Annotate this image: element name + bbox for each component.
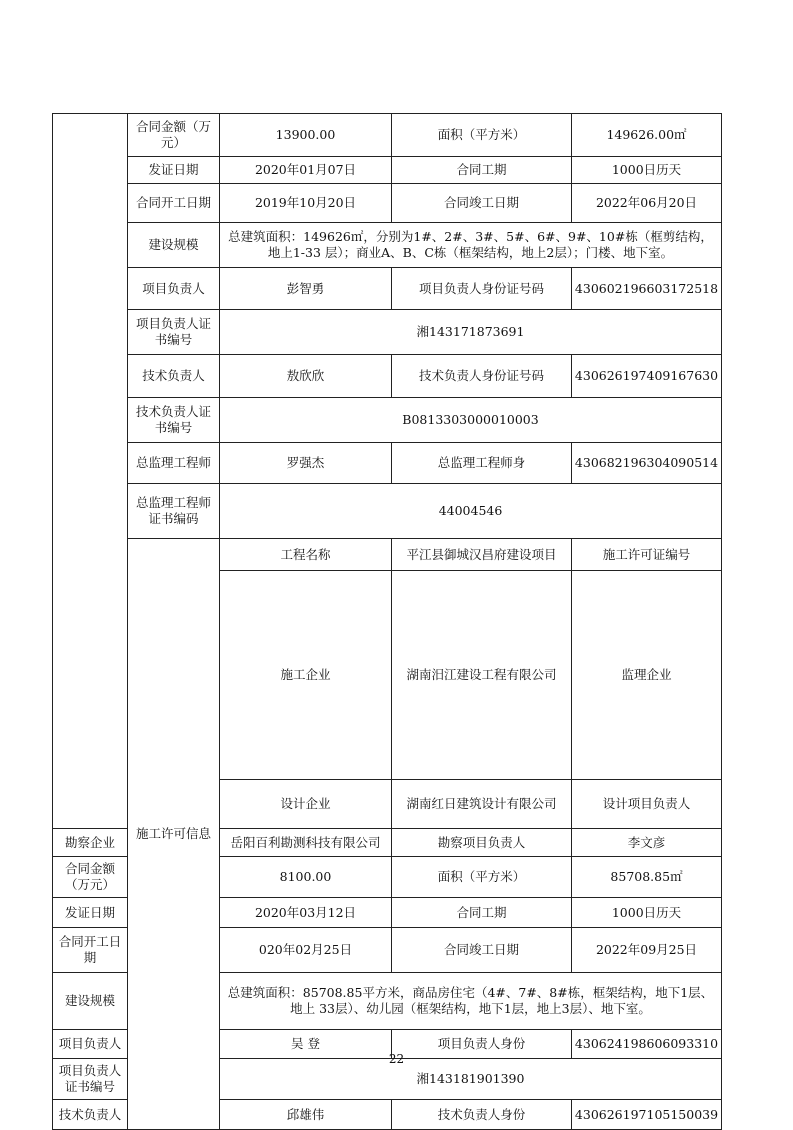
issue-date-value-2: 2020年03月12日 (220, 898, 392, 928)
tech-cert-value: B0813303000010003 (220, 398, 722, 443)
design-value: 湖南红日建筑设计有限公司 (392, 780, 572, 829)
issue-date-label: 发证日期 (128, 157, 220, 184)
survey-pm-value: 李文彦 (572, 829, 722, 857)
tech-value-2: 邱雄伟 (220, 1100, 392, 1130)
issue-date-label-2: 发证日期 (53, 898, 128, 928)
survey-pm-label: 勘察项目负责人 (392, 829, 572, 857)
tech-label-2: 技术负责人 (53, 1100, 128, 1130)
tech-label: 技术负责人 (128, 355, 220, 398)
scale-value-2: 总建筑面积：85708.85平方米，商品房住宅（4#、7#、8#栋，框架结构，地下1层、地上 33层）、幼儿园（框架结构，地下1层，地上3层）、地下室。 (220, 973, 722, 1030)
contract-complete-label-2: 合同竣工日期 (392, 928, 572, 973)
contract-complete-label: 合同竣工日期 (392, 184, 572, 223)
contractor-value: 湖南汨江建设工程有限公司 (392, 571, 572, 780)
pm-cert-value: 湘143171873691 (220, 310, 722, 355)
permit-no-label: 施工许可证编号 (572, 539, 722, 571)
pm-value-2: 吴 登 (220, 1030, 392, 1059)
area-value: 149626.00㎡ (572, 114, 722, 157)
pm-label-2: 项目负责人 (53, 1030, 128, 1059)
supervisor-id-label: 总监理工程师身 (392, 443, 572, 484)
issue-date-value: 2020年01月07日 (220, 157, 392, 184)
contract-start-label: 合同开工日期 (128, 184, 220, 223)
survey-value: 岳阳百利勘测科技有限公司 (220, 829, 392, 857)
contract-amount-value-2: 8100.00 (220, 857, 392, 898)
pm-label: 项目负责人 (128, 268, 220, 310)
tech-cert-label: 技术负责人证书编号 (128, 398, 220, 443)
area-label: 面积（平方米） (392, 114, 572, 157)
contract-start-value: 2019年10月20日 (220, 184, 392, 223)
permit-section-title: 施工许可信息 (128, 539, 220, 1130)
permit-info-table (52, 113, 722, 1130)
contract-amount-label-2: 合同金额（万元） (53, 857, 128, 898)
tech-id-label-2: 技术负责人身份 (392, 1100, 572, 1130)
pm-id-label-2: 项目负责人身份 (392, 1030, 572, 1059)
scale-value: 总建筑面积：149626㎡，分别为1#、2#、3#、5#、6#、9#、10#栋（框剪结构，地上1-33 层）；商业A、B、C栋（框架结构，地上2层）；门楼、地下室。 (220, 223, 722, 268)
pm-cert-label: 项目负责人证书编号 (128, 310, 220, 355)
tech-value: 敖欣欣 (220, 355, 392, 398)
contract-start-label-2: 合同开工日期 (53, 928, 128, 973)
contract-complete-value-2: 2022年09月25日 (572, 928, 722, 973)
project-name-label: 工程名称 (220, 539, 392, 571)
tech-id-value-2: 430626197105150039 (572, 1100, 722, 1130)
pm-id-value-2: 430624198606093310 (572, 1030, 722, 1059)
contract-period-label: 合同工期 (392, 157, 572, 184)
contract-period-value: 1000日历天 (572, 157, 722, 184)
supervisor-value: 罗强杰 (220, 443, 392, 484)
contract-amount-label: 合同金额（万元） (128, 114, 220, 157)
pm-value: 彭智勇 (220, 268, 392, 310)
tech-id-label: 技术负责人身份证号码 (392, 355, 572, 398)
area-label-2: 面积（平方米） (392, 857, 572, 898)
supervisor-cert-value: 44004546 (220, 484, 722, 539)
contract-period-value-2: 1000日历天 (572, 898, 722, 928)
section-title (53, 114, 128, 829)
contract-amount-value: 13900.00 (220, 114, 392, 157)
contract-start-value-2: 020年02月25日 (220, 928, 392, 973)
scale-label-2: 建设规模 (53, 973, 128, 1030)
supervisor-id-value: 430682196304090514 (572, 443, 722, 484)
contract-complete-value: 2022年06月20日 (572, 184, 722, 223)
page-number: 22 (388, 1052, 405, 1066)
pm-id-label: 项目负责人身份证号码 (392, 268, 572, 310)
contractor-label: 施工企业 (220, 571, 392, 780)
supervision-label: 监理企业 (572, 571, 722, 780)
contract-period-label-2: 合同工期 (392, 898, 572, 928)
tech-id-value: 430626197409167630 (572, 355, 722, 398)
pm-cert-value-2: 湘143181901390 (220, 1059, 722, 1100)
pm-cert-label-2: 项目负责人证书编号 (53, 1059, 128, 1100)
area-value-2: 85708.85㎡ (572, 857, 722, 898)
scale-label: 建设规模 (128, 223, 220, 268)
project-name-value: 平江县御城汉昌府建设项目 (392, 539, 572, 571)
survey-label: 勘察企业 (53, 829, 128, 857)
design-pm-label: 设计项目负责人 (572, 780, 722, 829)
supervisor-cert-label: 总监理工程师证书编码 (128, 484, 220, 539)
supervisor-label: 总监理工程师 (128, 443, 220, 484)
design-label: 设计企业 (220, 780, 392, 829)
pm-id-value: 430602196603172518 (572, 268, 722, 310)
